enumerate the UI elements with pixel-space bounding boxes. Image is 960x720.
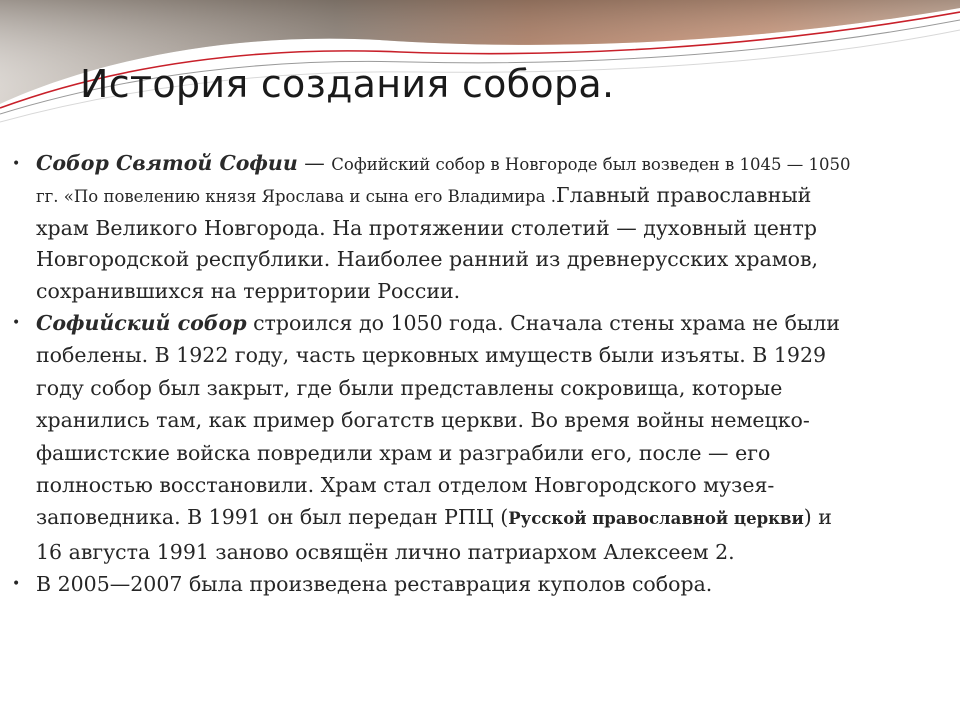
bullet-icon: •: [12, 315, 21, 332]
bullet-text-small: Софийский собор в Новгороде был возведен в 1045 — 1050 гг. «По повелению князя Ярослава и сына его Владимира .: [36, 155, 851, 207]
bullet-text: [36, 148, 860, 307]
bullet-item-sofia-cathedral: [10, 148, 860, 307]
bullet-lead: Софийский собор: [36, 311, 247, 336]
bullet-lead: Собор Святой Софии: [36, 151, 298, 175]
bullet-icon: •: [12, 576, 21, 593]
bullet-dash: —: [297, 151, 332, 175]
bullet-text-main: строился до 1050 года. Сначала стены храма не были побелены. В 1922 году, часть церковных имуществ были изъяты. В 1929 году собор был закрыт, где были представлены сокровища, которые хранились там, как пример богатств церкви. Во время войны немецко-фашистские войска повредили храм и разграбили его, после — его полностью восстановили. Храм стал отделом Новгородского музея- заповедника. В 1991 он был передан РПЦ (: [36, 311, 840, 530]
slide-title: История создания собора.: [80, 62, 615, 106]
bullet-list: [10, 148, 860, 601]
bullet-text: В 2005—2007 была произведена реставрация куполов собора.: [36, 572, 713, 597]
bullet-item-history: [10, 307, 860, 568]
bullet-text-main: Главный православный храм Великого Новгорода. На протяжении столетий — духовный центр Новгородской республики. Наиболее ранний из древнерусских храмов, сохранившихся на территории России.: [36, 183, 819, 303]
bullet-text-end: ) и 16 августа 1991 заново освящён лично патриархом Алексеем 2.: [36, 505, 832, 564]
bullet-icon: •: [12, 156, 21, 172]
bullet-text: [36, 307, 860, 568]
bullet-item-restoration: [10, 568, 860, 600]
bullet-text-bold: Русской православной церкви: [508, 509, 804, 529]
